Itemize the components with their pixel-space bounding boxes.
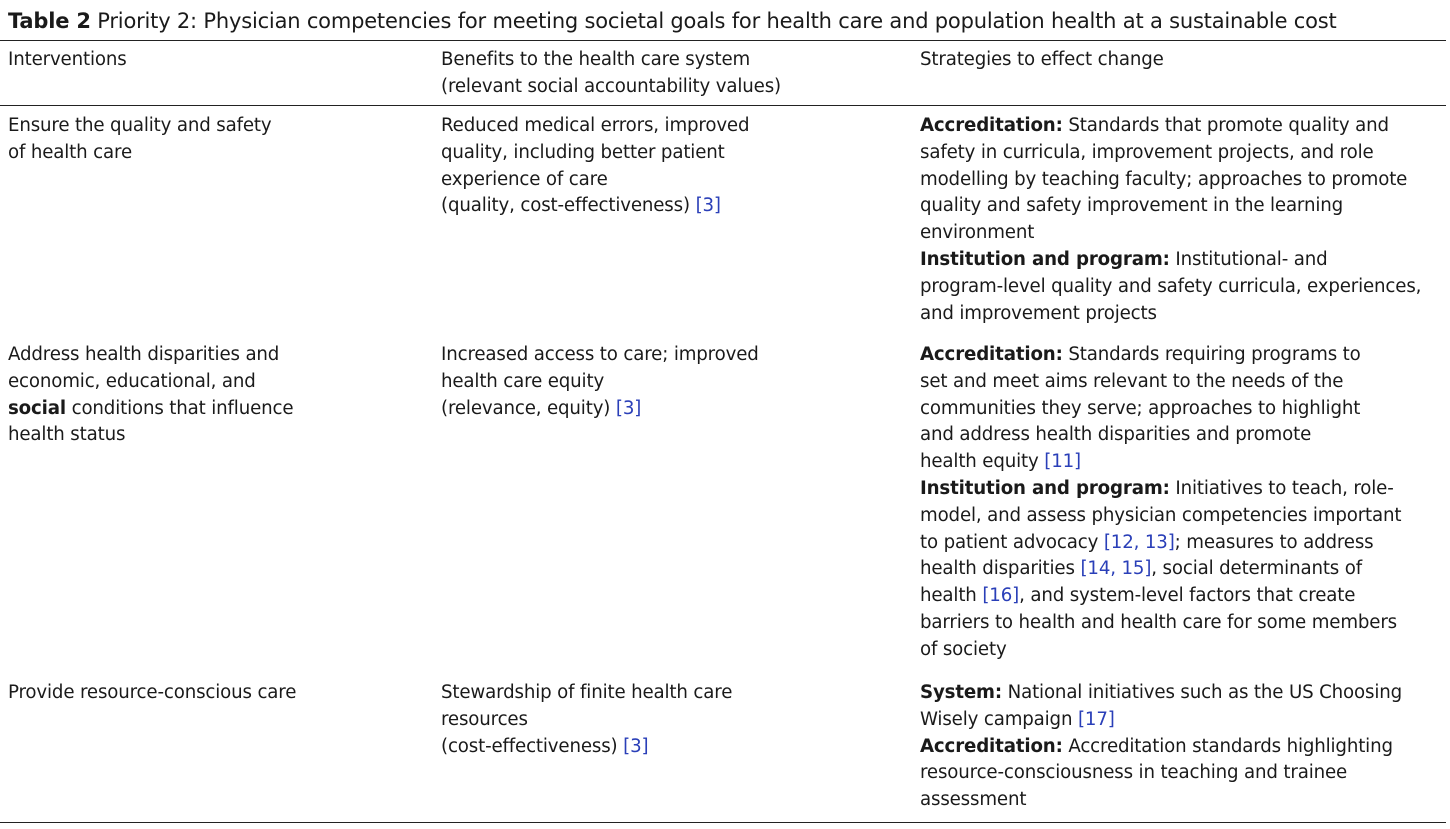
row2-strategies: Accreditation: Standards requiring programs to set and meet aims relevant to the needs of the communities they serve; approaches to highlight and address health disparities and promote health equity [11] Institution and program: Initiatives to teach, role- model, and assess physician competencies important to patient advocacy [12, 13]; measures to address health disparities [14, 15], social determinants of health [16], and system-level factors that create barriers to health and health care for some members of society — [920, 344, 1402, 660]
row3-intervention: Provide resource-conscious care — [8, 682, 297, 703]
row3-strategies: System: National initiatives such as the US Choosing Wisely campaign [17] Accreditation: Accreditation standards highlighting resource-consciousness in teaching and trainee assessment — [920, 682, 1403, 811]
strategy-label: Accreditation: — [920, 735, 1063, 757]
row1-intervention: Ensure the quality and safety of health care — [8, 115, 272, 163]
citation-link[interactable]: [3] — [695, 195, 721, 217]
row1-benefits: Reduced medical errors, improved quality, including better patient experience of care (quality, cost-effectiveness) [3] — [441, 115, 750, 217]
top-rule — [0, 40, 1446, 41]
table-title: Priority 2: Physician competencies for meeting societal goals for health care and population health at a sustainable cost — [97, 9, 1337, 33]
citation-link[interactable]: [11] — [1044, 451, 1081, 473]
header-interventions: Interventions — [8, 49, 127, 70]
row1-strategies: Accreditation: Standards that promote quality and safety in curricula, improvement projects, and role modelling by teaching faculty; approaches to promote quality and safety improvement in the learning environment Institution and program: Institutional- and program-level quality and safety curricula, experiences, and improvement projects — [920, 115, 1422, 324]
row3-benefits: Stewardship of finite health care resources (cost-effectiveness) [3] — [441, 682, 733, 757]
citation-link[interactable]: [3] — [623, 735, 649, 757]
strategy-label: Institution and program: — [920, 477, 1170, 499]
citation-link[interactable]: [12, 13] — [1103, 531, 1175, 553]
strategy-label: Institution and program: — [920, 248, 1170, 270]
header-strategies: Strategies to effect change — [920, 49, 1164, 70]
header-rule — [0, 105, 1446, 106]
header-benefits: Benefits to the health care system (relevant social accountability values) — [441, 49, 781, 97]
citation-link[interactable]: [14, 15] — [1080, 558, 1152, 580]
strategy-label: Accreditation: — [920, 115, 1063, 136]
citation-link[interactable]: [3] — [615, 397, 642, 419]
table-caption — [8, 7, 1448, 35]
citation-link[interactable]: [17] — [1077, 708, 1115, 730]
row2-benefits: Increased access to care; improved health care equity (relevance, equity) [3] — [441, 344, 759, 419]
bottom-rule — [0, 822, 1446, 823]
strategy-label: Accreditation: — [920, 344, 1063, 365]
row2-intervention: Address health disparities and economic, educational, and social conditions that influence health status — [8, 344, 294, 446]
strategy-label: System: — [920, 682, 1002, 703]
table-label: Table 2 — [8, 9, 91, 33]
citation-link[interactable]: [16] — [982, 585, 1020, 607]
